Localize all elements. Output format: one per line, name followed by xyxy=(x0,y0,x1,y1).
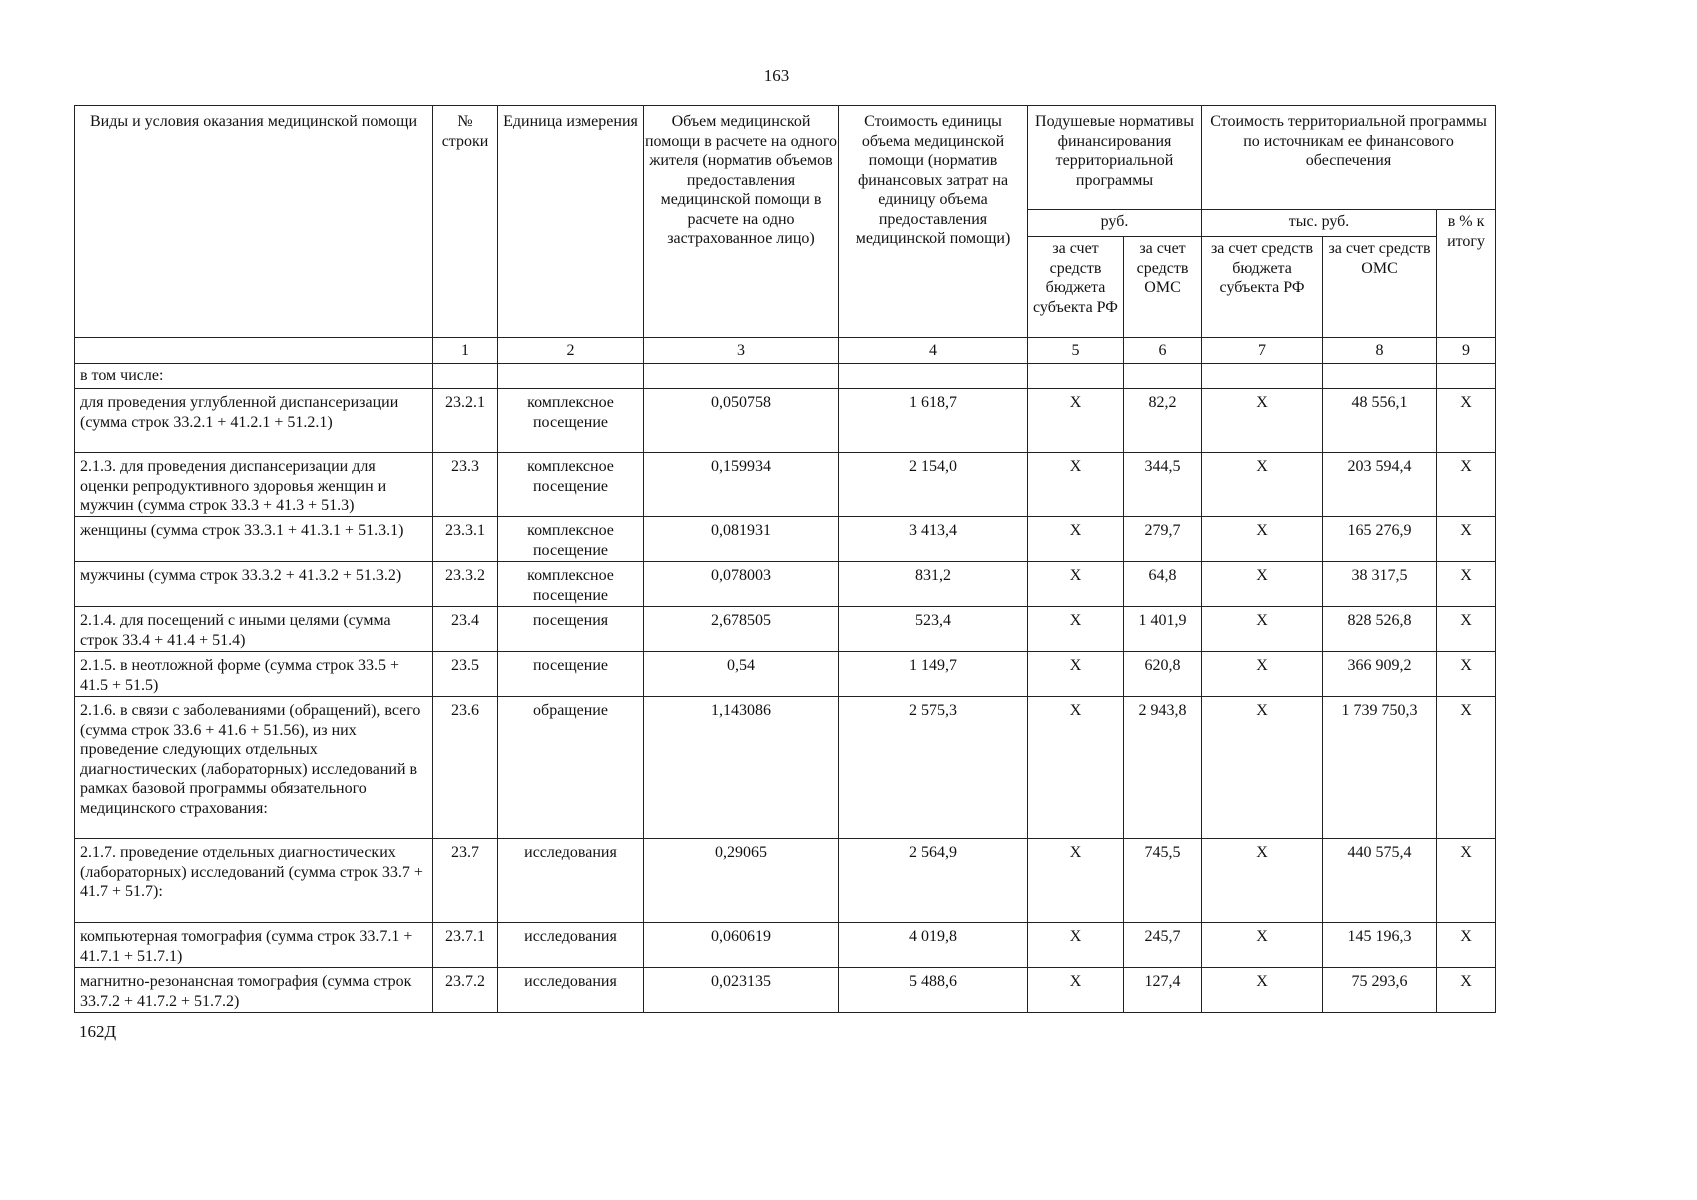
row-percent: X xyxy=(1437,517,1496,562)
column-number: 6 xyxy=(1124,338,1202,364)
row-volume: 0,060619 xyxy=(644,923,839,968)
row-name: 2.1.3. для проведения диспансеризации для оценки репродуктивного здоровья женщин и мужчин (сумма строк 33.3 + 41.3 + 51.3) xyxy=(75,453,433,517)
row-program-budget: X xyxy=(1202,968,1323,1013)
empty-cell xyxy=(433,364,498,389)
header-row-no: № строки xyxy=(433,106,498,338)
empty-cell xyxy=(1323,364,1437,389)
row-unit: комплексное посещение xyxy=(498,389,644,453)
row-volume: 0,050758 xyxy=(644,389,839,453)
empty-cell xyxy=(1028,364,1124,389)
page-number: 163 xyxy=(763,66,790,85)
header-oms: за счет средств ОМС xyxy=(1124,237,1202,338)
row-number: 23.3 xyxy=(433,453,498,517)
row-unit: посещения xyxy=(498,607,644,652)
row-per-capita-oms: 620,8 xyxy=(1124,652,1202,697)
row-name: женщины (сумма строк 33.3.1 + 41.3.1 + 51.3.1) xyxy=(75,517,433,562)
row-per-capita-budget: X xyxy=(1028,968,1124,1013)
column-number: 3 xyxy=(644,338,839,364)
row-unit: обращение xyxy=(498,697,644,839)
row-volume: 0,29065 xyxy=(644,839,839,923)
empty-cell xyxy=(839,364,1028,389)
row-name: 2.1.7. проведение отдельных диагностических (лабораторных) исследований (сумма строк 33.7 + 41.7 + 51.7): xyxy=(75,839,433,923)
column-number: 2 xyxy=(498,338,644,364)
row-unit: исследования xyxy=(498,923,644,968)
table-row xyxy=(75,562,1496,607)
column-number-row xyxy=(75,338,1496,364)
row-per-capita-budget: X xyxy=(1028,389,1124,453)
row-volume: 0,023135 xyxy=(644,968,839,1013)
header-unit: Единица измерения xyxy=(498,106,644,338)
row-percent: X xyxy=(1437,839,1496,923)
header-program-cost: Стоимость территориальной программы по источникам ее финансового обеспечения xyxy=(1202,106,1496,210)
empty-cell xyxy=(1124,364,1202,389)
row-program-oms: 165 276,9 xyxy=(1323,517,1437,562)
empty-cell xyxy=(1437,364,1496,389)
section-row xyxy=(75,364,1496,389)
row-program-budget: X xyxy=(1202,389,1323,453)
column-number: 8 xyxy=(1323,338,1437,364)
header-budget-rf-2: за счет средств бюджета субъекта РФ xyxy=(1202,237,1323,338)
row-per-capita-budget: X xyxy=(1028,562,1124,607)
row-percent: X xyxy=(1437,968,1496,1013)
row-percent: X xyxy=(1437,923,1496,968)
header-cost: Стоимость единицы объема медицинской помощи (норматив финансовых затрат на единицу объема предоставления медицинской помощи) xyxy=(839,106,1028,338)
row-name: мужчины (сумма строк 33.3.2 + 41.3.2 + 51.3.2) xyxy=(75,562,433,607)
row-program-oms: 48 556,1 xyxy=(1323,389,1437,453)
row-program-oms: 75 293,6 xyxy=(1323,968,1437,1013)
row-program-budget: X xyxy=(1202,923,1323,968)
row-cost: 5 488,6 xyxy=(839,968,1028,1013)
financing-table xyxy=(74,105,1496,1013)
row-program-oms: 1 739 750,3 xyxy=(1323,697,1437,839)
empty-cell xyxy=(1202,364,1323,389)
row-volume: 2,678505 xyxy=(644,607,839,652)
row-per-capita-budget: X xyxy=(1028,607,1124,652)
header-unit-thous-rub: тыс. руб. xyxy=(1202,210,1437,237)
row-unit: комплексное посещение xyxy=(498,517,644,562)
row-name: компьютерная томография (сумма строк 33.7.1 + 41.7.1 + 51.7.1) xyxy=(75,923,433,968)
row-program-budget: X xyxy=(1202,562,1323,607)
row-cost: 831,2 xyxy=(839,562,1028,607)
row-volume: 0,081931 xyxy=(644,517,839,562)
header-percent: в % к итогу xyxy=(1437,210,1496,338)
header-volume: Объем медицинской помощи в расчете на одного жителя (норматив объемов предоставления медицинской помощи в расчете на одно застрахованное лицо) xyxy=(644,106,839,338)
row-volume: 0,54 xyxy=(644,652,839,697)
row-per-capita-oms: 745,5 xyxy=(1124,839,1202,923)
row-cost: 2 564,9 xyxy=(839,839,1028,923)
row-number: 23.7 xyxy=(433,839,498,923)
header-oms-2: за счет средств ОМС xyxy=(1323,237,1437,338)
header-type: Виды и условия оказания медицинской помощи xyxy=(75,106,433,338)
data-rows xyxy=(75,389,1496,1013)
row-cost: 2 154,0 xyxy=(839,453,1028,517)
column-number: 5 xyxy=(1028,338,1124,364)
row-per-capita-budget: X xyxy=(1028,839,1124,923)
table-row xyxy=(75,389,1496,453)
row-percent: X xyxy=(1437,389,1496,453)
row-program-oms: 828 526,8 xyxy=(1323,607,1437,652)
row-volume: 0,078003 xyxy=(644,562,839,607)
row-program-oms: 145 196,3 xyxy=(1323,923,1437,968)
row-per-capita-oms: 344,5 xyxy=(1124,453,1202,517)
column-number: 9 xyxy=(1437,338,1496,364)
row-program-budget: X xyxy=(1202,697,1323,839)
row-cost: 4 019,8 xyxy=(839,923,1028,968)
row-program-oms: 203 594,4 xyxy=(1323,453,1437,517)
column-number: 4 xyxy=(839,338,1028,364)
table-row xyxy=(75,517,1496,562)
row-program-oms: 366 909,2 xyxy=(1323,652,1437,697)
row-number: 23.5 xyxy=(433,652,498,697)
row-number: 23.3.2 xyxy=(433,562,498,607)
row-volume: 0,159934 xyxy=(644,453,839,517)
row-per-capita-budget: X xyxy=(1028,453,1124,517)
row-percent: X xyxy=(1437,607,1496,652)
row-per-capita-oms: 2 943,8 xyxy=(1124,697,1202,839)
row-per-capita-oms: 64,8 xyxy=(1124,562,1202,607)
row-unit: исследования xyxy=(498,839,644,923)
table-row xyxy=(75,968,1496,1013)
row-per-capita-oms: 245,7 xyxy=(1124,923,1202,968)
row-number: 23.2.1 xyxy=(433,389,498,453)
row-program-budget: X xyxy=(1202,517,1323,562)
row-per-capita-budget: X xyxy=(1028,697,1124,839)
header-budget-rf: за счет средств бюджета субъекта РФ xyxy=(1028,237,1124,338)
row-unit: комплексное посещение xyxy=(498,562,644,607)
row-program-oms: 38 317,5 xyxy=(1323,562,1437,607)
row-number: 23.7.2 xyxy=(433,968,498,1013)
column-number: 1 xyxy=(433,338,498,364)
column-number-blank xyxy=(75,338,433,364)
row-program-budget: X xyxy=(1202,607,1323,652)
row-unit: комплексное посещение xyxy=(498,453,644,517)
row-per-capita-budget: X xyxy=(1028,923,1124,968)
row-number: 23.3.1 xyxy=(433,517,498,562)
section-label: в том числе: xyxy=(75,364,433,389)
row-number: 23.6 xyxy=(433,697,498,839)
row-name: 2.1.5. в неотложной форме (сумма строк 33.5 + 41.5 + 51.5) xyxy=(75,652,433,697)
column-number: 7 xyxy=(1202,338,1323,364)
table-row xyxy=(75,839,1496,923)
table-row xyxy=(75,697,1496,839)
footer-code: 162Д xyxy=(79,1022,117,1041)
row-per-capita-budget: X xyxy=(1028,517,1124,562)
row-percent: X xyxy=(1437,562,1496,607)
table-row xyxy=(75,607,1496,652)
row-program-budget: X xyxy=(1202,839,1323,923)
row-percent: X xyxy=(1437,453,1496,517)
row-unit: исследования xyxy=(498,968,644,1013)
row-percent: X xyxy=(1437,652,1496,697)
row-program-oms: 440 575,4 xyxy=(1323,839,1437,923)
row-volume: 1,143086 xyxy=(644,697,839,839)
empty-cell xyxy=(498,364,644,389)
table-row xyxy=(75,453,1496,517)
row-number: 23.7.1 xyxy=(433,923,498,968)
row-per-capita-oms: 82,2 xyxy=(1124,389,1202,453)
row-program-budget: X xyxy=(1202,453,1323,517)
row-cost: 523,4 xyxy=(839,607,1028,652)
row-name: магнитно-резонансная томография (сумма строк 33.7.2 + 41.7.2 + 51.7.2) xyxy=(75,968,433,1013)
row-name: 2.1.6. в связи с заболеваниями (обращений), всего (сумма строк 33.6 + 41.6 + 51.56), из них проведение следующих отдельных диагностических (лабораторных) исследований в рамках базовой программы обязательного медицинского страхования: xyxy=(75,697,433,839)
row-per-capita-budget: X xyxy=(1028,652,1124,697)
header-unit-rub: руб. xyxy=(1028,210,1202,237)
row-name: для проведения углубленной диспансеризации (сумма строк 33.2.1 + 41.2.1 + 51.2.1) xyxy=(75,389,433,453)
empty-cell xyxy=(644,364,839,389)
table-row xyxy=(75,652,1496,697)
row-number: 23.4 xyxy=(433,607,498,652)
row-cost: 1 618,7 xyxy=(839,389,1028,453)
row-name: 2.1.4. для посещений с иными целями (сумма строк 33.4 + 41.4 + 51.4) xyxy=(75,607,433,652)
row-per-capita-oms: 279,7 xyxy=(1124,517,1202,562)
row-program-budget: X xyxy=(1202,652,1323,697)
table-row xyxy=(75,923,1496,968)
row-percent: X xyxy=(1437,697,1496,839)
row-unit: посещение xyxy=(498,652,644,697)
row-per-capita-oms: 127,4 xyxy=(1124,968,1202,1013)
row-cost: 1 149,7 xyxy=(839,652,1028,697)
row-per-capita-oms: 1 401,9 xyxy=(1124,607,1202,652)
header-per-capita: Подушевые нормативы финансирования территориальной программы xyxy=(1028,106,1202,210)
row-cost: 3 413,4 xyxy=(839,517,1028,562)
row-cost: 2 575,3 xyxy=(839,697,1028,839)
